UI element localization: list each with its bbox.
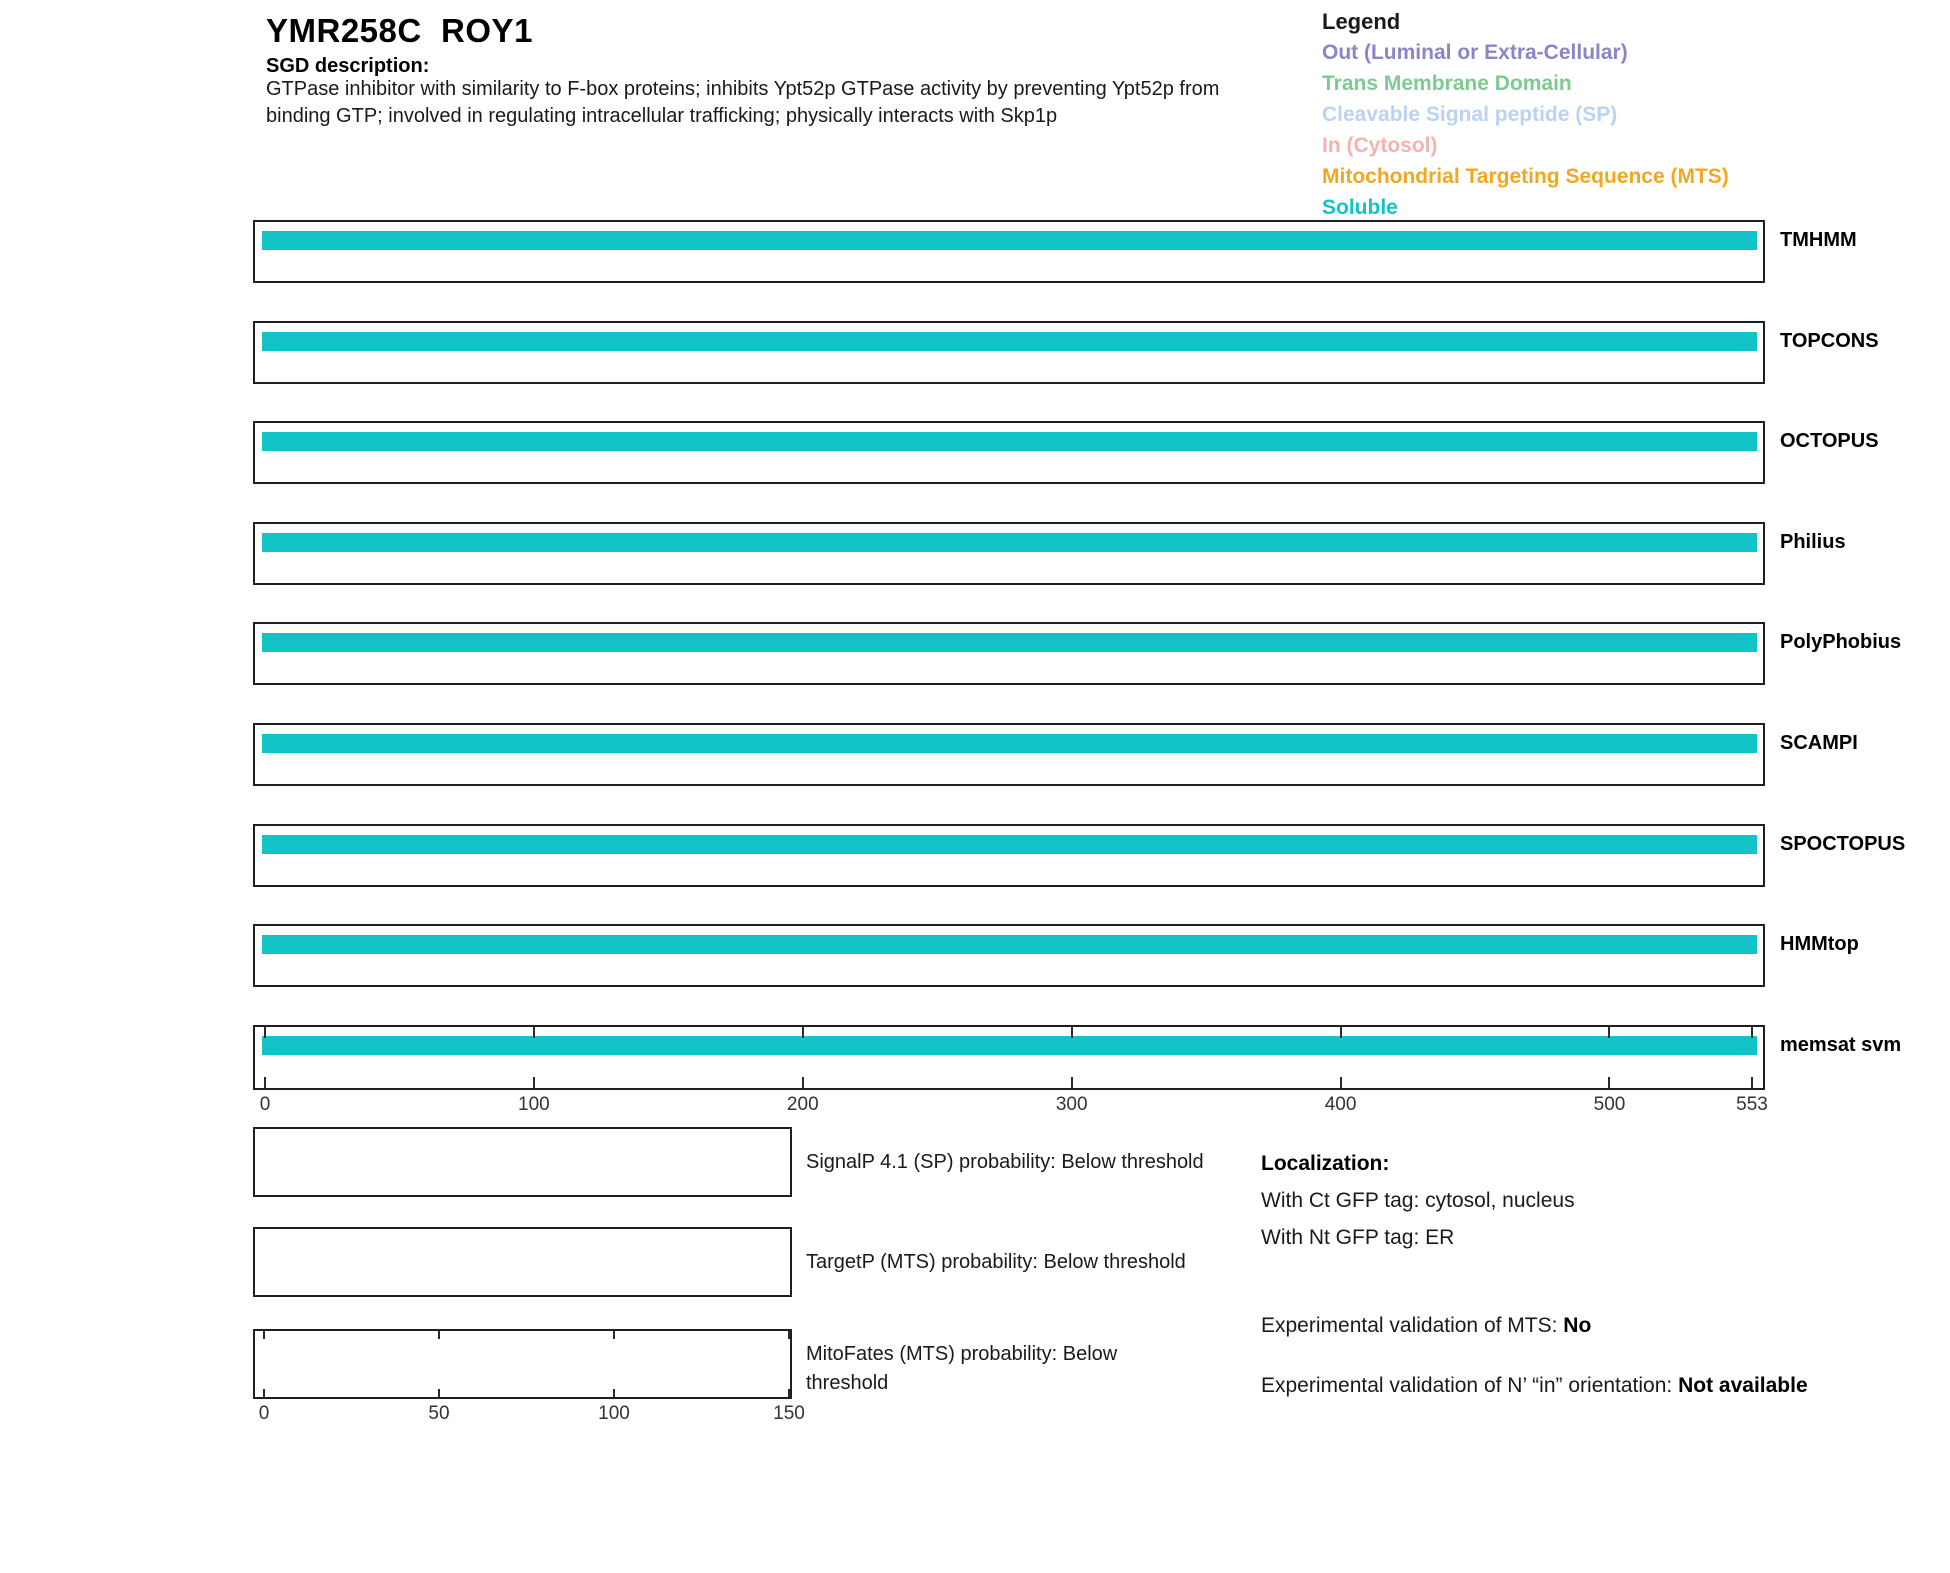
legend-item-soluble: Soluble — [1322, 196, 1398, 219]
track-bar-tmhmm — [262, 231, 1757, 250]
sequence-tick — [802, 1077, 804, 1088]
probability-caption-mitofates: MitoFates (MTS) probability: Below threshold — [806, 1343, 1118, 1394]
track-label-topcons: TOPCONS — [1780, 330, 1879, 352]
sequence-axis-label: 100 — [518, 1094, 550, 1115]
legend-item-mitochondrial: Mitochondrial Targeting Sequence (MTS) — [1322, 165, 1729, 188]
sequence-tick — [533, 1077, 535, 1088]
sequence-axis-label: 0 — [259, 1094, 271, 1115]
probability-box-signalp — [253, 1127, 792, 1197]
sequence-tick — [1608, 1077, 1610, 1088]
legend-item-trans: Trans Membrane Domain — [1322, 72, 1572, 95]
probability-caption-signalp: SignalP 4.1 (SP) probability: Below threshold — [806, 1151, 1204, 1173]
track-label-philius: Philius — [1780, 531, 1846, 553]
probability-tick — [613, 1331, 615, 1339]
sequence-tick — [1340, 1077, 1342, 1088]
legend-item-cleavable: Cleavable Signal peptide (SP) — [1322, 103, 1618, 126]
sequence-axis-label: 200 — [786, 1094, 819, 1115]
legend-item-in: In (Cytosol) — [1322, 134, 1438, 157]
probability-axis-label: 100 — [598, 1403, 630, 1424]
sequence-tick — [1071, 1027, 1073, 1038]
nt-gfp-localization: With Nt GFP tag: ER — [1261, 1226, 1455, 1249]
sequence-tick — [264, 1077, 266, 1088]
probability-tick — [263, 1389, 265, 1397]
track-bar-memsat-svm — [262, 1036, 1757, 1055]
legend-item-out: Out (Luminal or Extra-Cellular) — [1322, 41, 1628, 64]
track-bar-philius — [262, 533, 1757, 552]
probability-tick — [788, 1389, 790, 1397]
track-bar-polyphobius — [262, 633, 1757, 652]
probability-tick — [263, 1331, 265, 1339]
track-box-topcons — [253, 321, 1765, 384]
track-label-tmhmm: TMHMM — [1780, 229, 1857, 251]
track-bar-octopus — [262, 432, 1757, 451]
track-box-memsat-svm — [253, 1025, 1765, 1090]
track-bar-hmmtop — [262, 935, 1757, 954]
mts-validation — [1261, 1309, 1591, 1342]
sequence-tick — [533, 1027, 535, 1038]
orientation-validation-label: Experimental validation of N’ “in” orientation: — [1261, 1374, 1679, 1397]
sequence-axis-label: 400 — [1324, 1094, 1357, 1115]
track-box-octopus — [253, 421, 1765, 484]
sequence-tick — [1071, 1077, 1073, 1088]
track-label-hmmtop: HMMtop — [1780, 933, 1859, 955]
probability-tick — [438, 1331, 440, 1339]
sequence-axis-label: 553 — [1736, 1094, 1768, 1115]
sequence-axis-label: 500 — [1593, 1094, 1626, 1115]
track-box-tmhmm — [253, 220, 1765, 283]
mts-validation-label: Experimental validation of MTS: — [1261, 1314, 1564, 1337]
probability-box-mitofates — [253, 1329, 792, 1399]
localization-title: Localization: — [1261, 1152, 1390, 1175]
sgd-description-text: GTPase inhibitor with similarity to F-box proteins; inhibits Ypt52p GTPase activity by preventing Ypt52p from binding GTP; involved in regulating intracellular trafficking; physically interacts with Skp1p — [266, 78, 1220, 127]
track-label-octopus: OCTOPUS — [1780, 430, 1879, 452]
probability-box-targetp — [253, 1227, 792, 1297]
track-box-hmmtop — [253, 924, 1765, 987]
sequence-tick — [1608, 1027, 1610, 1038]
track-label-memsat-svm: memsat svm — [1780, 1034, 1902, 1056]
track-bar-spoctopus — [262, 835, 1757, 854]
sequence-tick — [1751, 1077, 1753, 1088]
track-bar-scampi — [262, 734, 1757, 753]
probability-axis-label: 0 — [258, 1403, 270, 1424]
probability-tick — [613, 1389, 615, 1397]
probability-tick — [788, 1331, 790, 1339]
legend-title: Legend — [1322, 9, 1401, 34]
track-bar-topcons — [262, 332, 1757, 351]
probability-axis-label: 50 — [428, 1403, 450, 1424]
track-box-polyphobius — [253, 622, 1765, 685]
track-label-scampi: SCAMPI — [1780, 732, 1858, 754]
sequence-axis-label: 300 — [1055, 1094, 1088, 1115]
sgd-description-label: SGD description: — [266, 55, 430, 77]
track-box-philius — [253, 522, 1765, 585]
track-box-scampi — [253, 723, 1765, 786]
sequence-tick — [1751, 1027, 1753, 1038]
legend — [1322, 6, 1729, 223]
mts-validation-value: No — [1563, 1314, 1592, 1337]
orientation-validation-value: Not available — [1678, 1374, 1808, 1397]
track-box-spoctopus — [253, 824, 1765, 887]
sequence-tick — [802, 1027, 804, 1038]
page-title: YMR258C ROY1 — [266, 12, 533, 49]
probability-tick — [438, 1389, 440, 1397]
track-label-spoctopus: SPOCTOPUS — [1780, 833, 1906, 855]
track-label-polyphobius: PolyPhobius — [1780, 631, 1902, 653]
legend-items — [1322, 37, 1729, 223]
sequence-tick — [1340, 1027, 1342, 1038]
ct-gfp-localization: With Ct GFP tag: cytosol, nucleus — [1261, 1189, 1575, 1212]
orientation-validation — [1261, 1369, 1819, 1402]
probability-caption-targetp: TargetP (MTS) probability: Below threshold — [806, 1251, 1186, 1273]
sequence-tick — [264, 1027, 266, 1038]
probability-axis-label: 150 — [773, 1403, 805, 1424]
